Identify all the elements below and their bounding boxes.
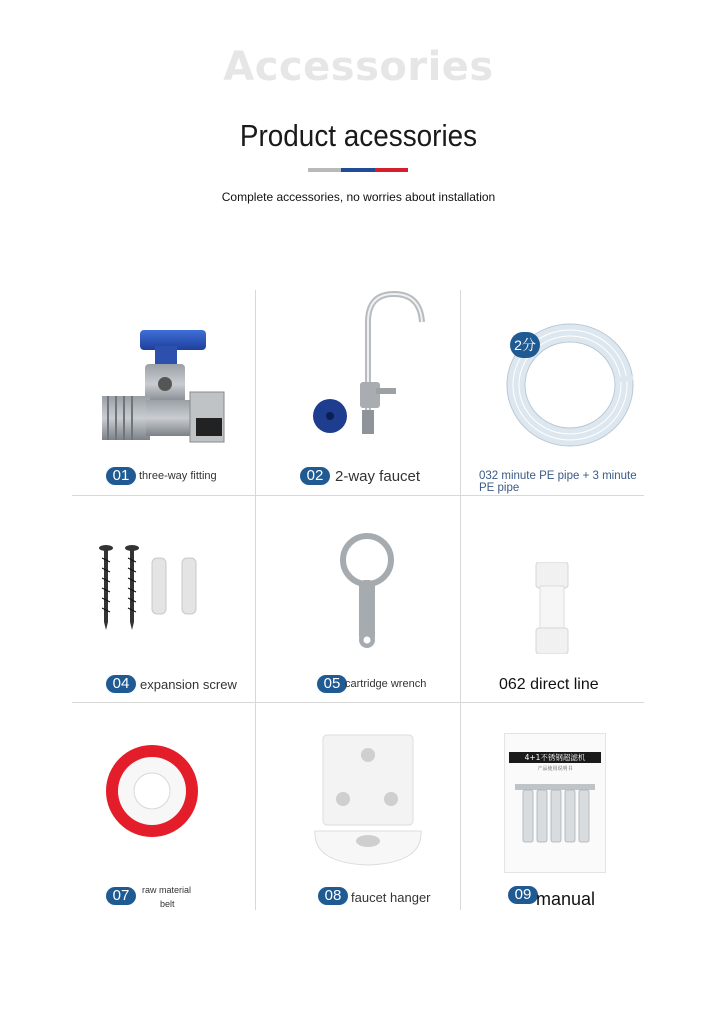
faucet-icon xyxy=(310,282,430,442)
three-way-valve-icon xyxy=(100,330,230,445)
accessory-item-expansion-screw xyxy=(72,496,255,702)
pipe-size-badge: 2分 xyxy=(510,332,540,358)
accessory-item-pe-pipe xyxy=(460,290,655,495)
manual-booklet xyxy=(504,733,606,873)
item-number-badge: 05 xyxy=(317,675,347,693)
item-number-badge: 01 xyxy=(106,467,136,485)
accessory-item-faucet xyxy=(255,290,460,495)
item-number-badge: 07 xyxy=(106,887,136,905)
item-label: three-way fitting xyxy=(139,470,217,482)
accessory-item-cartridge-wrench xyxy=(255,496,460,702)
page-title: Product acessories xyxy=(239,118,478,153)
item-label: 2-way faucet xyxy=(335,468,421,485)
wrench-icon xyxy=(333,532,403,656)
expansion-screw-icon xyxy=(96,544,206,634)
faucet-hanger-icon xyxy=(313,733,423,867)
item-label-line2: belt xyxy=(160,899,175,909)
accessory-item-manual xyxy=(460,703,655,911)
page-subtitle: Complete accessories, no worries about installation xyxy=(221,190,496,204)
item-label: expansion screw xyxy=(140,677,237,692)
accessory-item-direct-line xyxy=(460,496,655,702)
item-number-badge: 02 xyxy=(300,467,330,485)
direct-connector-icon xyxy=(530,562,574,654)
tape-roll-icon xyxy=(104,743,200,839)
item-label: cartridge wrench xyxy=(345,678,427,690)
manual-subtitle: 产品使用说明书 xyxy=(537,766,573,772)
watermark-heading: Accessories xyxy=(223,44,494,90)
item-label: manual xyxy=(536,889,596,909)
item-number-badge: 04 xyxy=(106,675,136,693)
item-label-line1: raw material xyxy=(142,885,192,895)
item-label: faucet hanger xyxy=(351,890,431,905)
item-number-badge: 09 xyxy=(508,886,538,904)
filter-unit-icon xyxy=(513,780,597,850)
item-label: 062 direct line xyxy=(499,676,599,693)
accessory-item-raw-material-belt xyxy=(72,703,255,911)
item-label: 032 minute PE pipe + 3 minute PE pipe xyxy=(479,470,637,494)
accessory-item-three-way-fitting xyxy=(72,290,255,495)
manual-title: 4+1不锈钢超滤机 xyxy=(509,752,601,763)
tricolor-divider xyxy=(308,168,408,172)
accessory-item-faucet-hanger xyxy=(255,703,460,911)
item-number-badge: 08 xyxy=(318,887,348,905)
